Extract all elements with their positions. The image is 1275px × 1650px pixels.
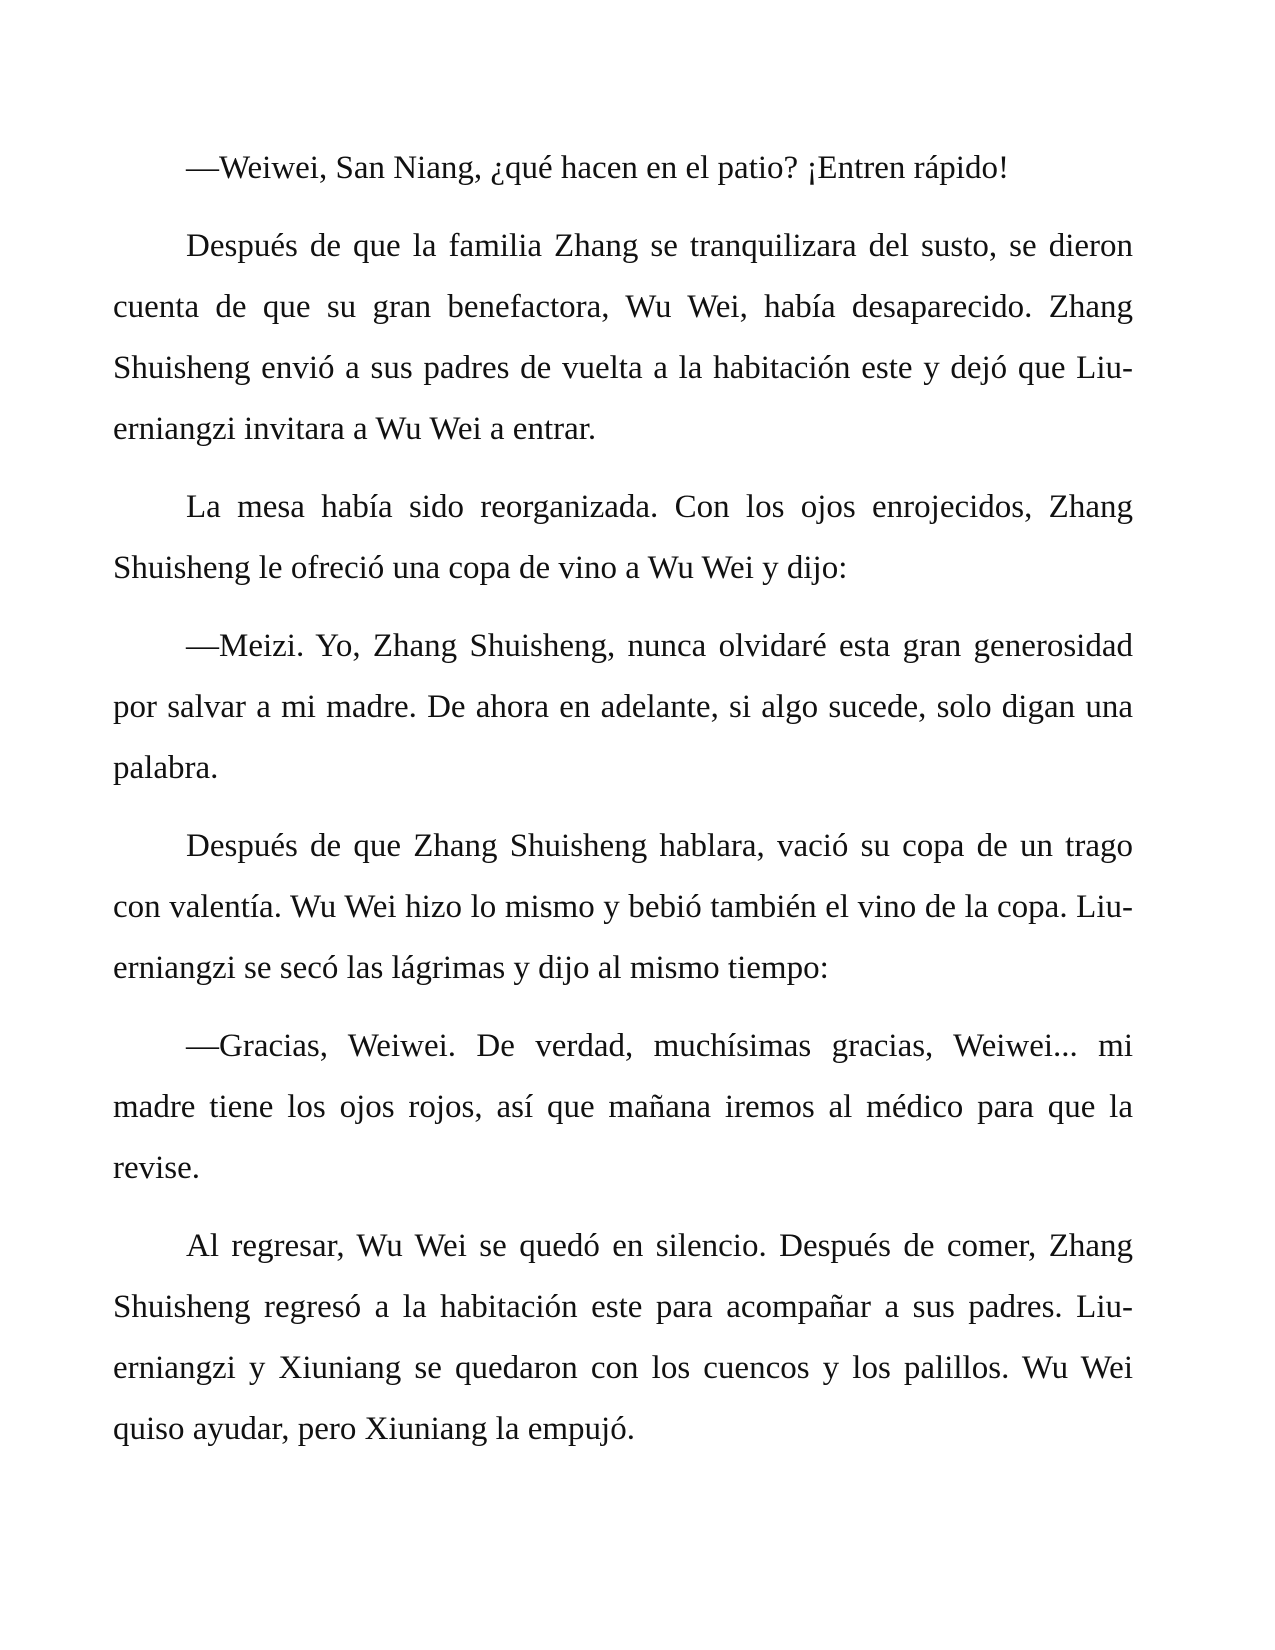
document-body bbox=[113, 138, 1133, 1477]
paragraph-6: —Gracias, Weiwei. De verdad, muchísimas gracias, Weiwei... mi madre tiene los ojos rojos, así que mañana iremos al médico para que la revise. bbox=[113, 1028, 1133, 1186]
paragraph-4: —Meizi. Yo, Zhang Shuisheng, nunca olvidaré esta gran generosidad por salvar a mi madre. De ahora en adelante, si algo sucede, solo digan una palabra. bbox=[113, 628, 1133, 786]
paragraph-5: Después de que Zhang Shuisheng hablara, vació su copa de un trago con valentía. Wu Wei hizo lo mismo y bebió también el vino de la copa. Liu-erniangzi se secó las lágrimas y dijo al mismo tiempo: bbox=[113, 828, 1133, 986]
paragraph-2: Después de que la familia Zhang se tranquilizara del susto, se dieron cuenta de que su gran benefactora, Wu Wei, había desaparecido. Zhang Shuisheng envió a sus padres de vuelta a la habitación este y dejó que Liu-erniangzi invitara a Wu Wei a entrar. bbox=[113, 228, 1133, 447]
paragraph-7: Al regresar, Wu Wei se quedó en silencio. Después de comer, Zhang Shuisheng regresó a la habitación este para acompañar a sus padres. Liu-erniangzi y Xiuniang se quedaron con los cuencos y los palillos. Wu Wei quiso ayudar, pero Xiuniang la empujó. bbox=[113, 1228, 1133, 1447]
paragraph-3: La mesa había sido reorganizada. Con los ojos enrojecidos, Zhang Shuisheng le ofreció una copa de vino a Wu Wei y dijo: bbox=[113, 489, 1133, 586]
paragraph-1: —Weiwei, San Niang, ¿qué hacen en el patio? ¡Entren rápido! bbox=[186, 150, 1009, 186]
